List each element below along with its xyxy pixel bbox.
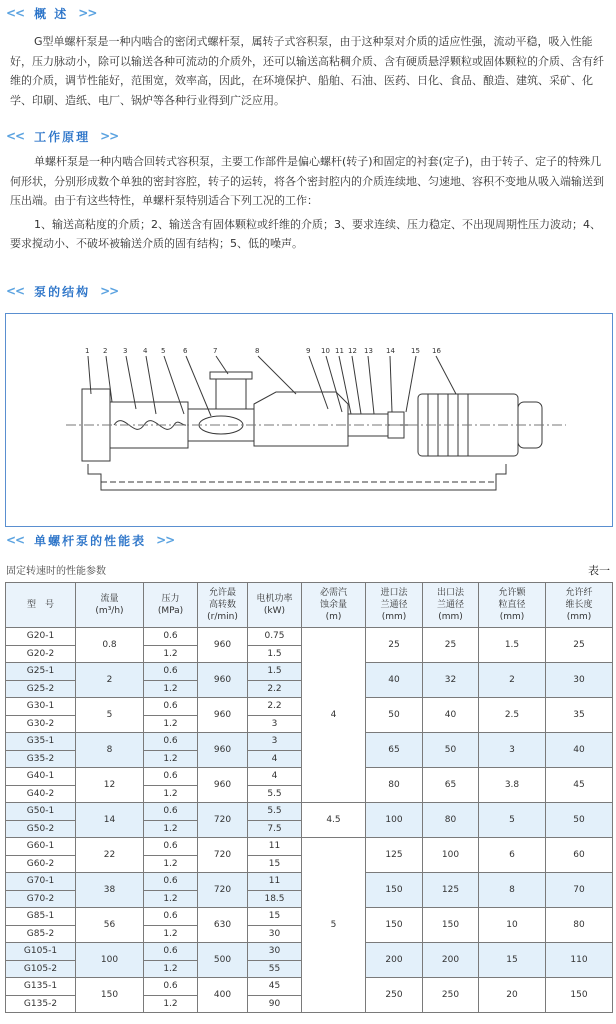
table-row (6, 628, 613, 646)
cell-particle: 1.5 (479, 628, 546, 663)
leader-line (326, 356, 342, 412)
cell-flow: 22 (76, 838, 144, 873)
cell-power: 11 (248, 838, 302, 856)
right-chevron-icon: >> (78, 6, 97, 20)
right-chevron-icon: >> (100, 284, 119, 298)
cell-flow: 38 (76, 873, 144, 908)
part-label: 15 (411, 347, 420, 355)
cell-flow: 8 (76, 733, 144, 768)
cell-inlet: 200 (366, 943, 423, 978)
cell-npsh: 5 (302, 838, 366, 1013)
cell-pressure: 1.2 (144, 855, 198, 873)
cell-power: 45 (248, 978, 302, 996)
cell-fiber: 40 (546, 733, 613, 768)
cell-flow: 0.8 (76, 628, 144, 663)
cell-flow: 150 (76, 978, 144, 1013)
cell-pressure: 0.6 (144, 663, 198, 681)
section-title: 工作原理 (34, 129, 91, 144)
cell-fiber: 60 (546, 838, 613, 873)
cell-model: G60-1 (6, 838, 76, 856)
cell-model: G35-1 (6, 733, 76, 751)
overview-paragraph (10, 32, 608, 110)
cell-fiber: 150 (546, 978, 613, 1013)
cell-particle: 20 (479, 978, 546, 1013)
cell-model: G70-1 (6, 873, 76, 891)
cell-pressure: 1.2 (144, 995, 198, 1013)
cell-model: G135-1 (6, 978, 76, 996)
part-label: 11 (335, 347, 344, 355)
cell-power: 1.5 (248, 663, 302, 681)
leader-line (216, 356, 228, 374)
cell-outlet: 65 (423, 768, 479, 803)
leader-line (88, 356, 91, 394)
part-label: 5 (161, 347, 166, 355)
section-title: 泵的结构 (34, 284, 91, 299)
cell-model: G105-2 (6, 960, 76, 978)
cell-outlet: 100 (423, 838, 479, 873)
header-flow: 流量 (m³/h) (76, 583, 144, 628)
cell-pressure: 0.6 (144, 803, 198, 821)
principle-paragraph (10, 152, 608, 254)
cell-speed: 500 (198, 943, 248, 978)
leader-line (126, 356, 136, 409)
cell-model: G30-1 (6, 698, 76, 716)
cell-power: 2.2 (248, 680, 302, 698)
cell-fiber: 80 (546, 908, 613, 943)
section-header-structure (6, 281, 118, 301)
header-power: 电机功率 (kW) (248, 583, 302, 628)
part-label: 7 (213, 347, 218, 355)
cell-outlet: 40 (423, 698, 479, 733)
leader-line (352, 356, 361, 414)
cell-particle: 15 (479, 943, 546, 978)
left-chevron-icon: << (6, 533, 25, 547)
header-speed: 允许最 高转数 (r/min) (198, 583, 248, 628)
part-label: 13 (364, 347, 373, 355)
cell-speed: 720 (198, 838, 248, 873)
cell-model: G50-1 (6, 803, 76, 821)
cell-speed: 960 (198, 698, 248, 733)
part-label: 12 (348, 347, 357, 355)
outlet-flange (210, 372, 252, 379)
leader-line (164, 356, 184, 414)
cell-particle: 2 (479, 663, 546, 698)
cell-outlet: 200 (423, 943, 479, 978)
cell-fiber: 25 (546, 628, 613, 663)
cell-power: 1.5 (248, 645, 302, 663)
part-label: 3 (123, 347, 128, 355)
cell-pressure: 1.2 (144, 890, 198, 908)
cell-power: 30 (248, 943, 302, 961)
cell-model: G60-2 (6, 855, 76, 873)
cell-power: 30 (248, 925, 302, 943)
cell-model: G85-1 (6, 908, 76, 926)
cell-pressure: 1.2 (144, 750, 198, 768)
cell-pressure: 1.2 (144, 925, 198, 943)
cell-pressure: 0.6 (144, 698, 198, 716)
header-pressure: 压力 (MPa) (144, 583, 198, 628)
cell-inlet: 65 (366, 733, 423, 768)
cell-outlet: 80 (423, 803, 479, 838)
table-row (6, 838, 613, 856)
leader-line (406, 356, 416, 412)
cell-fiber: 110 (546, 943, 613, 978)
cell-model: G40-1 (6, 768, 76, 786)
cell-outlet: 125 (423, 873, 479, 908)
cell-model: G20-1 (6, 628, 76, 646)
overview-text: G型单螺杆泵是一种内啮合的密闭式螺杆泵，属转子式容积泵，由于这种泵对介质的适应性强，流动平稳，吸入性能好，压力脉动小，除可以输送各种可流动的介质外，还可以输送高粘稠介质、含有硬质悬浮颗粒或固体颗粒的介质、含有纤维的介质，调节性能好，范围宽，效率高，因此，在环境保护、船舶、石油、医药、日化、食品、酿造、建筑、采矿、化学、印刷、造纸、电厂、锅炉等各种行业得到广泛应用。 (10, 35, 604, 107)
left-chevron-icon: << (6, 6, 25, 20)
table-body (6, 628, 613, 1013)
cell-pressure: 1.2 (144, 715, 198, 733)
table-number: 表一 (588, 564, 610, 577)
part-label: 8 (255, 347, 260, 355)
part-label: 6 (183, 347, 188, 355)
cell-inlet: 25 (366, 628, 423, 663)
cell-model: G20-2 (6, 645, 76, 663)
cell-model: G25-2 (6, 680, 76, 698)
cell-power: 15 (248, 855, 302, 873)
cell-power: 0.75 (248, 628, 302, 646)
cell-npsh: 4.5 (302, 803, 366, 838)
cell-inlet: 150 (366, 908, 423, 943)
cell-fiber: 50 (546, 803, 613, 838)
cell-power: 4 (248, 768, 302, 786)
cell-inlet: 80 (366, 768, 423, 803)
cell-power: 4 (248, 750, 302, 768)
part-label: 9 (306, 347, 311, 355)
leader-line (390, 356, 392, 412)
cell-model: G25-1 (6, 663, 76, 681)
left-chevron-icon: << (6, 129, 25, 143)
cell-model: G50-2 (6, 820, 76, 838)
cell-particle: 5 (479, 803, 546, 838)
cell-particle: 3 (479, 733, 546, 768)
discharge-body (254, 392, 348, 446)
base-frame (88, 464, 506, 490)
cell-pressure: 0.6 (144, 768, 198, 786)
part-label: 2 (103, 347, 108, 355)
cell-flow: 2 (76, 663, 144, 698)
cell-outlet: 150 (423, 908, 479, 943)
cell-outlet: 32 (423, 663, 479, 698)
cell-power: 2.2 (248, 698, 302, 716)
section-header-principle (6, 126, 118, 146)
header-npsh: 必需汽 蚀余量 (m) (302, 583, 366, 628)
cell-power: 5.5 (248, 803, 302, 821)
leader-line (186, 356, 211, 416)
cell-pressure: 1.2 (144, 680, 198, 698)
cell-speed: 960 (198, 733, 248, 768)
cell-power: 55 (248, 960, 302, 978)
cell-pressure: 0.6 (144, 873, 198, 891)
cell-model: G35-2 (6, 750, 76, 768)
table-header-row (6, 583, 613, 628)
right-chevron-icon: >> (100, 129, 119, 143)
cell-inlet: 125 (366, 838, 423, 873)
cell-inlet: 100 (366, 803, 423, 838)
table-caption: 固定转速时的性能参数 (6, 566, 106, 577)
cell-model: G85-2 (6, 925, 76, 943)
left-chevron-icon: << (6, 284, 25, 298)
cell-fiber: 30 (546, 663, 613, 698)
cell-speed: 400 (198, 978, 248, 1013)
cell-pressure: 0.6 (144, 628, 198, 646)
right-chevron-icon: >> (156, 533, 175, 547)
cell-flow: 14 (76, 803, 144, 838)
leader-line (106, 356, 112, 402)
cell-pressure: 1.2 (144, 645, 198, 663)
cell-pressure: 0.6 (144, 908, 198, 926)
header-fiber: 允许纤 维长度 (mm) (546, 583, 613, 628)
cell-inlet: 250 (366, 978, 423, 1013)
cell-outlet: 50 (423, 733, 479, 768)
part-label: 14 (386, 347, 395, 355)
cell-power: 3 (248, 733, 302, 751)
header-inlet: 进口法 兰通径 (mm) (366, 583, 423, 628)
cell-model: G70-2 (6, 890, 76, 908)
leader-line (258, 356, 296, 394)
part-label: 4 (143, 347, 148, 355)
cell-inlet: 50 (366, 698, 423, 733)
cell-pressure: 0.6 (144, 733, 198, 751)
header-particle: 允许颗 粒直径 (mm) (479, 583, 546, 628)
cell-pressure: 1.2 (144, 785, 198, 803)
cell-speed: 630 (198, 908, 248, 943)
cell-power: 7.5 (248, 820, 302, 838)
pump-structure-diagram (5, 313, 613, 527)
leader-line (146, 356, 156, 414)
cell-speed: 960 (198, 663, 248, 698)
cell-pressure: 0.6 (144, 943, 198, 961)
cell-flow: 56 (76, 908, 144, 943)
cell-power: 3 (248, 715, 302, 733)
section-header-performance (6, 530, 174, 550)
section-title: 单螺杆泵的性能表 (34, 533, 147, 548)
cell-particle: 2.5 (479, 698, 546, 733)
cell-particle: 10 (479, 908, 546, 943)
cell-speed: 960 (198, 628, 248, 663)
cell-model: G105-1 (6, 943, 76, 961)
part-label: 1 (85, 347, 90, 355)
cell-flow: 5 (76, 698, 144, 733)
section-title: 概 述 (34, 6, 69, 21)
section-header-overview (6, 3, 96, 23)
cell-speed: 720 (198, 873, 248, 908)
pump-drawing (6, 314, 612, 526)
leader-line (436, 356, 456, 394)
cell-power: 5.5 (248, 785, 302, 803)
part-label: 16 (432, 347, 441, 355)
cell-speed: 960 (198, 768, 248, 803)
cell-pressure: 1.2 (144, 960, 198, 978)
cell-particle: 6 (479, 838, 546, 873)
cell-model: G30-2 (6, 715, 76, 733)
cell-outlet: 25 (423, 628, 479, 663)
cell-pressure: 1.2 (144, 820, 198, 838)
cell-npsh: 4 (302, 628, 366, 803)
cell-fiber: 45 (546, 768, 613, 803)
outlet-pipe (216, 379, 246, 409)
cell-pressure: 0.6 (144, 838, 198, 856)
principle-text: 单螺杆泵是一种内啮合回转式容积泵，主要工作部件是偏心螺杆(转子)和固定的衬套(定子)，由于转子、定子的特殊几何形状，分别形成数个单独的密封容腔，转子的运转，将各个密封腔内的介质连续地、匀速地、容积不变地从吸入端输送到压出端。由于有这些特性，单螺杆泵特别适合下列工况的工作： (10, 155, 604, 207)
performance-table (5, 582, 613, 1013)
table-row (6, 803, 613, 821)
cell-inlet: 40 (366, 663, 423, 698)
header-outlet: 出口法 兰通径 (mm) (423, 583, 479, 628)
cell-particle: 8 (479, 873, 546, 908)
cell-power: 18.5 (248, 890, 302, 908)
cell-inlet: 150 (366, 873, 423, 908)
leader-line (368, 356, 374, 414)
cell-fiber: 70 (546, 873, 613, 908)
cell-particle: 3.8 (479, 768, 546, 803)
cell-flow: 12 (76, 768, 144, 803)
cell-pressure: 0.6 (144, 978, 198, 996)
cell-fiber: 35 (546, 698, 613, 733)
cell-power: 90 (248, 995, 302, 1013)
cell-outlet: 250 (423, 978, 479, 1013)
header-model: 型 号 (6, 583, 76, 628)
part-label: 10 (321, 347, 330, 355)
cell-model: G40-2 (6, 785, 76, 803)
cell-power: 11 (248, 873, 302, 891)
cell-model: G135-2 (6, 995, 76, 1013)
leader-line (339, 356, 351, 414)
cell-speed: 720 (198, 803, 248, 838)
cell-flow: 100 (76, 943, 144, 978)
leader-line (309, 356, 328, 409)
cell-power: 15 (248, 908, 302, 926)
principle-list: 1、输送高粘度的介质；2、输送含有固体颗粒或纤维的介质；3、要求连续、压力稳定、不出现周期性压力波动；4、要求搅动小、不破坏被输送介质的固有结构；5、低的噪声。 (10, 217, 601, 250)
